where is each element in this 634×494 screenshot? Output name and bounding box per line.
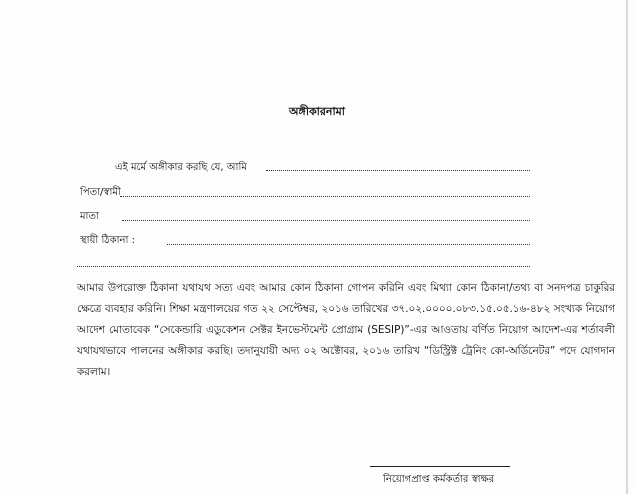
signature-line <box>370 466 510 467</box>
signature-label: নিয়োগপ্রাপ্ত কর্মকর্তার স্বাক্ষর <box>383 474 495 485</box>
permanent-address-label: স্থায়ী ঠিকানা : <box>80 235 135 246</box>
name-blank <box>266 160 530 171</box>
declaration-paragraph: আমার উপরোক্ত ঠিকানা যথাযথ সত্য এবং আমার কোন ঠিকানা গোপন করিনি এবং মিথ্যা কোন ঠিকানা/তথ্য বা সনদপত্র চাকুরির ক্ষেত্রে ব্যবহার করিনি। শিক্ষা মন্ত্রণালয়ের গত ২২ সেপ্টেম্বর, ২০১৬ তারিখের ৩৭.০২.০০০০.০৮৩.১৫.০৫.১৬-৪৮২ সংখ্যক নিয়োগ আদেশ মোতাবেক “সেকেন্ডারি এডুকেশন সেক্টর ইনভেস্টমেন্ট প্রোগ্রাম (SESIP)”-এর আওতায় বর্ণিত নিয়োগ আদেশ-এর শর্তাবলী যথাযথভাবে পালনের অঙ্গীকার করছি। তদানুযায়ী অদ্য ০২ অক্টোবর, ২০১৬ তারিখ “ডিস্ট্রিক্ট ট্রেনিং কো-অর্ডিনেটর” পদে যোগদান করলাম। <box>77 282 615 378</box>
address-blank-2 <box>77 256 530 267</box>
declaration-intro: এই মর্মে অঙ্গীকার করছি যে, আমি <box>115 162 247 173</box>
father-husband-blank <box>120 186 530 197</box>
mother-label: মাতা <box>80 211 99 222</box>
address-blank-1 <box>167 234 530 245</box>
mother-blank <box>122 210 530 221</box>
page-edge-shadow <box>626 0 628 494</box>
document-title: অঙ্গীকারনামা <box>289 105 345 118</box>
father-husband-label: পিতা/স্বামী <box>80 187 121 198</box>
